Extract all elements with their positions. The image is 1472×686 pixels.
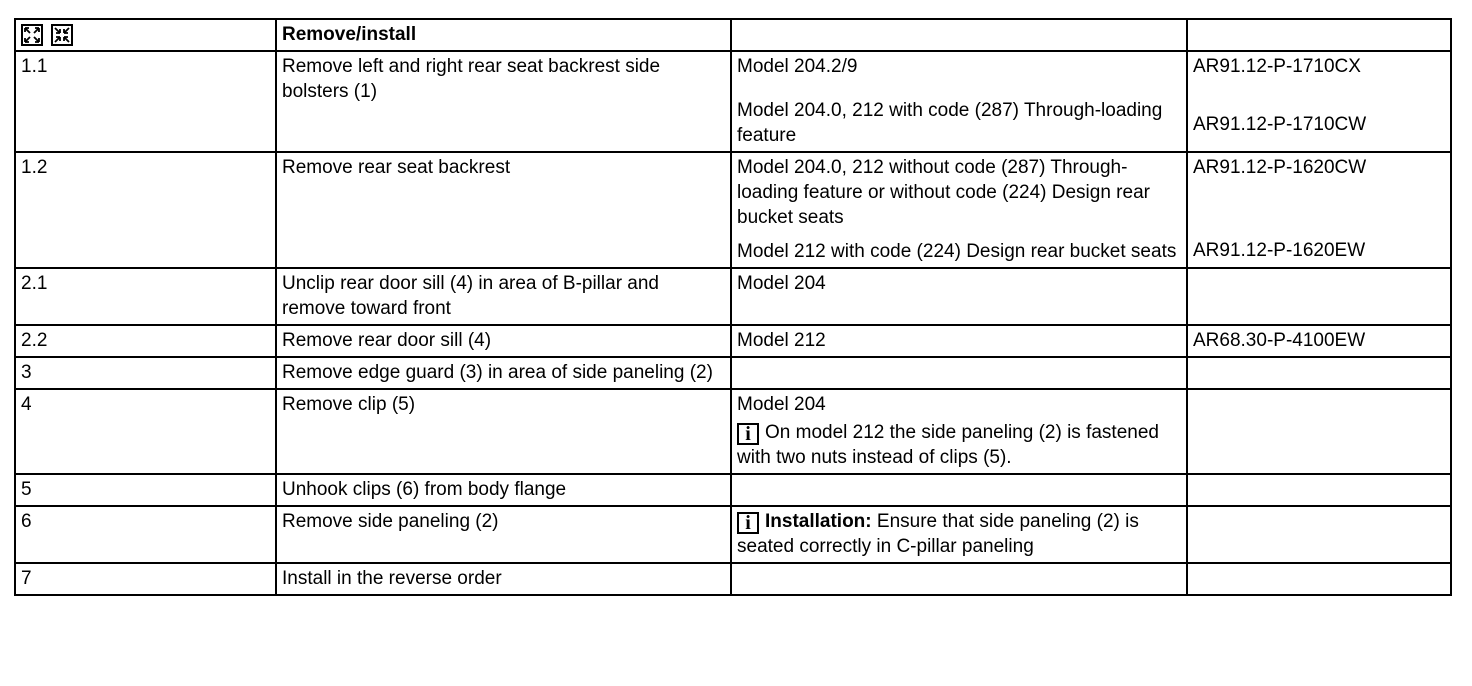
step-action: Unclip rear door sill (4) in area of B-pillar and remove toward front: [276, 268, 731, 325]
step-action: Install in the reverse order: [276, 563, 731, 595]
step-row: [15, 474, 1451, 506]
header-empty-cell: [1187, 19, 1451, 51]
note-text: On model 212 the side paneling (2) is fastened with two nuts instead of clips (5).: [737, 422, 1159, 469]
step-model-note: [731, 389, 1187, 474]
document-reference-link[interactable]: AR91.12-P-1710CW: [1193, 114, 1367, 136]
header-empty-cell: [731, 19, 1187, 51]
step-action: Remove edge guard (3) in area of side paneling (2): [276, 357, 731, 389]
collapse-arrows-icon[interactable]: [51, 24, 73, 46]
empty-cell: [731, 357, 1187, 389]
step-row: [15, 268, 1451, 325]
step-refs: [1187, 51, 1451, 152]
step-ref: [1187, 268, 1451, 325]
condition-text: Model 212 with code (224) Design rear bucket seats: [737, 240, 1177, 262]
procedure-table: [14, 18, 1452, 596]
step-conditions: [731, 152, 1187, 267]
header-row: [15, 19, 1451, 51]
step-action: Remove left and right rear seat backrest side bolsters (1): [276, 51, 731, 152]
step-number: 4: [15, 389, 276, 474]
step-model: Model 204: [737, 393, 826, 415]
info-icon: i: [737, 512, 759, 534]
step-refs: [1187, 152, 1451, 267]
step-number: 1.1: [15, 51, 276, 152]
step-conditions: [731, 51, 1187, 152]
step-row: [15, 325, 1451, 357]
document-reference-link[interactable]: AR91.12-P-1620EW: [1193, 240, 1366, 262]
note-label: Installation:: [765, 511, 872, 533]
empty-cell: [731, 474, 1187, 506]
step-row: [15, 152, 1451, 267]
condition-text: Model 204.0, 212 with code (287) Through-loading feature: [737, 100, 1163, 147]
header-icons-cell: [15, 19, 276, 51]
info-note: [731, 506, 1187, 563]
step-number: 2.1: [15, 268, 276, 325]
step-model: Model 204: [731, 268, 1187, 325]
step-row: [15, 357, 1451, 389]
step-action: Unhook clips (6) from body flange: [276, 474, 731, 506]
step-row: [15, 506, 1451, 563]
header-title: Remove/install: [276, 19, 731, 51]
step-number: 1.2: [15, 152, 276, 267]
document-reference-link[interactable]: AR68.30-P-4100EW: [1187, 325, 1451, 357]
step-row: [15, 563, 1451, 595]
step-row: [15, 51, 1451, 152]
info-icon: i: [737, 423, 759, 445]
empty-cell: [1187, 389, 1451, 474]
empty-cell: [1187, 357, 1451, 389]
step-number: 5: [15, 474, 276, 506]
document-reference-link[interactable]: AR91.12-P-1620CW: [1193, 157, 1367, 179]
step-action: Remove rear door sill (4): [276, 325, 731, 357]
document-reference-link[interactable]: AR91.12-P-1710CX: [1193, 56, 1361, 78]
empty-cell: [1187, 563, 1451, 595]
step-number: 7: [15, 563, 276, 595]
step-action: Remove rear seat backrest: [276, 152, 731, 267]
empty-cell: [1187, 506, 1451, 563]
condition-text: Model 204.0, 212 without code (287) Through-loading feature or without code (224) Design rear bucket seats: [737, 157, 1150, 229]
step-number: 6: [15, 506, 276, 563]
condition-text: Model 204.2/9: [737, 56, 858, 78]
expand-arrows-icon[interactable]: [21, 24, 43, 46]
empty-cell: [731, 563, 1187, 595]
step-action: Remove clip (5): [276, 389, 731, 474]
step-number: 2.2: [15, 325, 276, 357]
info-note: [737, 420, 1181, 470]
step-action: Remove side paneling (2): [276, 506, 731, 563]
note-text: Ensure that side paneling (2) is seated correctly in C-pillar paneling: [737, 511, 1139, 558]
step-model: Model 212: [731, 325, 1187, 357]
empty-cell: [1187, 474, 1451, 506]
step-number: 3: [15, 357, 276, 389]
step-row: [15, 389, 1451, 474]
